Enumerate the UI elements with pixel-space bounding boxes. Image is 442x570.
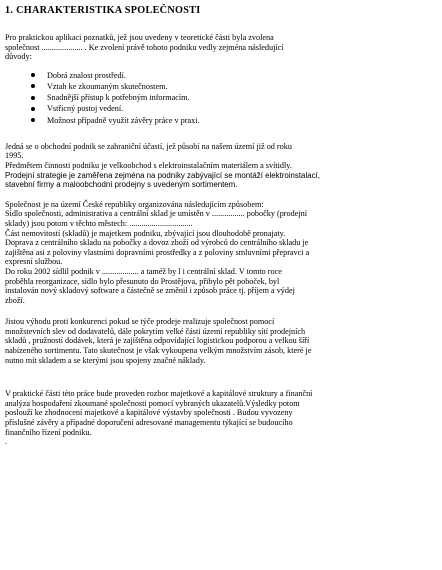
text-line: skladů , pružností dodávek, která je zajištěna odpovídající logistickou podporou a velkou šíří	[5, 336, 310, 346]
text-line: Předmětem činnosti podniku je velkoobchod s elektroinstalačním materiálem a svítidly.	[5, 160, 292, 170]
text-line: Jedná se o obchodní podnik se zahraniční účastí, jež působí na našem území již od roku	[5, 141, 292, 151]
text-line: zboží.	[5, 295, 25, 305]
list-item: Vztah ke zkoumaným skutečnostem.	[31, 81, 437, 92]
page-title: 1. CHARAKTERISTIKA SPOLEČNOSTI	[5, 5, 201, 16]
bullet-icon	[31, 96, 35, 100]
text-line: stavební firmy a maloobchodní prodejny s uvedeným sortimentem.	[5, 180, 238, 190]
text-line: Společnost je na území České republiky organizována následujícím způsobem:	[5, 199, 264, 209]
text-line: expresní službou.	[5, 257, 63, 267]
trailing-mark: .	[5, 437, 8, 447]
text-line: množstevních slev od dodavatelů, dále pokrytím velké části území republiky sítí prodejních	[5, 326, 306, 336]
text-line: příslušné závěry a případné doporučení adresované managementu týkající se budoucího	[5, 418, 293, 428]
company-description-paragraph	[5, 142, 437, 190]
text-line: poslouží ke zhodnocení majetkové a kapitálové výstavby společnosti . Budou vyvozeny	[5, 408, 293, 418]
text-line: společnost .................... . Ke zvolení právě tohoto podniku vedly zejména následující	[5, 42, 284, 52]
text-line: finančního řízení podniku.	[5, 427, 92, 437]
text-line: Doprava z centrálního skladu na pobočky a dovoz zboží od výrobců do centrálního skladu je	[5, 238, 309, 248]
text-line: nabízeného sortimentu. Tato skutečnost je však vykoupena velkým množstvím zásob, které je	[5, 346, 312, 356]
text-line: Část nemovitostí (skladů) je majetkem podniku, zbývající jsou dlouhodobě pronajaty.	[5, 228, 286, 238]
reasons-list	[31, 70, 437, 126]
list-item: Dobrá znalost prostředí.	[31, 70, 437, 81]
text-line: nutno mít skladem a se kterými jsou spojeny značné náklady.	[5, 355, 206, 365]
text-line: V praktické části této práce bude proveden rozbor majetkové a kapitálové struktury a finanční	[5, 389, 313, 399]
text-line: Pro praktickou aplikaci poznatků, jež jsou uvedeny v teoretické části byla zvolena	[5, 33, 274, 42]
list-item: Možnost případně využít závěry práce v praxi.	[31, 115, 437, 126]
text-line: důvody:	[5, 52, 32, 62]
text-line: 1995.	[5, 151, 24, 161]
text-line: proběhla reorganizace, sídlo bylo přesunuto do Prostějova, přibylo pět poboček, byl	[5, 276, 280, 286]
text-line: Do roku 2002 sídlil podnik v .................. a taméž by l i centrální sklad. V tomto roce	[5, 266, 282, 276]
text-line: instalován nový skladový software a částečně se změnil i způsob práce tj. příjem a výdej	[5, 286, 295, 296]
list-item: Snadnější přístup k potřebným informacím.	[31, 92, 437, 103]
conclusion-paragraph	[5, 389, 437, 447]
text-line: Jistou výhodu proti konkurenci pokud se týče prodeje realizuje společnost pomocí	[5, 317, 275, 327]
bullet-icon	[31, 118, 35, 122]
text-line: zajištěna asi z poloviny vlastními dopravními prostředky a z poloviny smluvními přepravci a	[5, 247, 310, 257]
bullet-icon	[31, 84, 35, 88]
text-line: analýza hospodaření zkoumané společnosti pomocí vybraných ukazatelů.Výsledky potom	[5, 398, 300, 408]
text-line: sklady) jsou potom v těchto městech: ...............................	[5, 218, 193, 228]
text-line: Prodejní strategie je zaměřena zejména na podniky zabývající se montáží elektroinstalací,	[5, 170, 320, 180]
intro-paragraph	[5, 33, 437, 62]
organization-paragraph	[5, 200, 437, 306]
bullet-icon	[31, 73, 35, 77]
text-line: Sídlo společnosti, administrativa a centrální sklad je umístěn v ................ pobočky (prodejní	[5, 209, 307, 219]
list-item: Vstřícný postoj vedení.	[31, 103, 437, 114]
bullet-icon	[31, 107, 35, 111]
competitive-advantage-paragraph	[5, 317, 437, 365]
